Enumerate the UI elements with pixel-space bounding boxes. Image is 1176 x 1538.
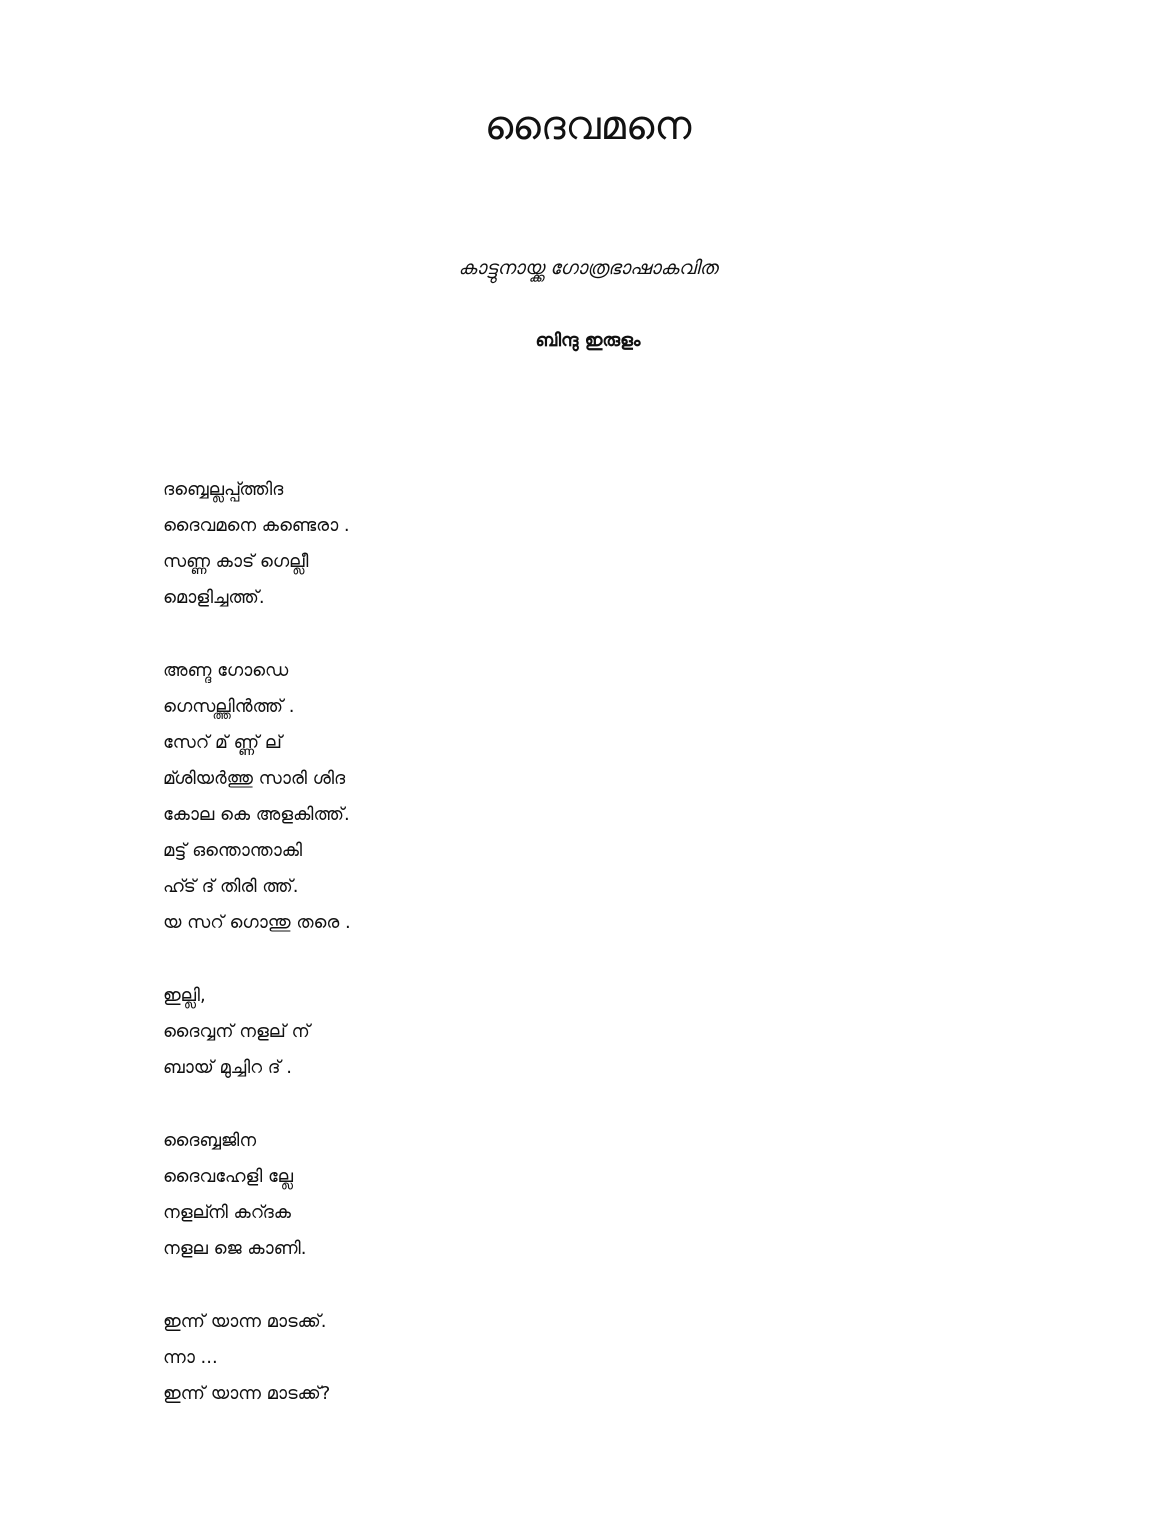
- poem-line: ഇന്ന് യാന്ന മാടക്ക്?: [163, 1383, 331, 1404]
- poem-line: ദബ്ബെല്ലപ്പ്ത്തിദ: [163, 479, 284, 500]
- poem-subtitle: കാട്ടുനായ്ക്ക ഗോത്രഭാഷാകവിത: [458, 257, 718, 279]
- poem-line: ഇന്ന് യാന്ന മാടക്ക്.: [163, 1311, 327, 1332]
- stanza: [163, 653, 863, 941]
- poem-line: യ സറ് ഗൊന്തു തരെ .: [163, 912, 351, 933]
- poem-line: മൊളിച്ചത്ത്.: [163, 587, 265, 608]
- poem-line: അണ്ദ ഗോഡെ: [163, 660, 289, 681]
- stanza: [163, 472, 863, 616]
- poem-line: ദൈബ്ബജിന: [163, 1130, 257, 1151]
- poem-line: ന്നാ ...: [163, 1347, 218, 1368]
- poem-line: കോല കെ അളകിത്ത്.: [163, 804, 350, 825]
- poem-line: ബായ് മുച്ചിറ ദ് .: [163, 1057, 292, 1078]
- stanza: [163, 1123, 863, 1267]
- poem-title: ദൈവമനെ: [484, 103, 692, 149]
- poem-line: ഹ്ട് ദ് തിരി ത്ത്.: [163, 876, 299, 897]
- stanza: [163, 978, 863, 1086]
- poem-line: നളല ജെ കാണി.: [163, 1238, 307, 1259]
- poem-body: [163, 472, 863, 1449]
- poem-line: മട്ട് ഒന്തൊന്താകി: [163, 840, 303, 861]
- poem-line: സേറ് മ് ണ്ണ് ല്: [163, 732, 282, 753]
- poem-line: ദൈവ്വന് നളല് ന്: [163, 1021, 310, 1042]
- poem-line: ദൈവഹേളി ല്ലേ: [163, 1166, 293, 1187]
- poem-line: ഇല്ലി,: [163, 985, 206, 1006]
- poem-line: സണ്ണ കാട് ഗെല്ലീ: [163, 551, 309, 572]
- poem-author: ബിന്ദു ഇരുളം: [535, 330, 641, 351]
- stanza: [163, 1304, 863, 1412]
- poem-line: ഗെസല്ത്തിൻത്ത് .: [163, 696, 295, 717]
- poem-line: മ്ശിയർത്തു സാരി ശിദ: [163, 768, 346, 789]
- poem-line: നളല്നി കറ്ദക: [163, 1202, 291, 1223]
- poem-line: ദൈവമനെ കണ്ടെരാ .: [163, 515, 350, 536]
